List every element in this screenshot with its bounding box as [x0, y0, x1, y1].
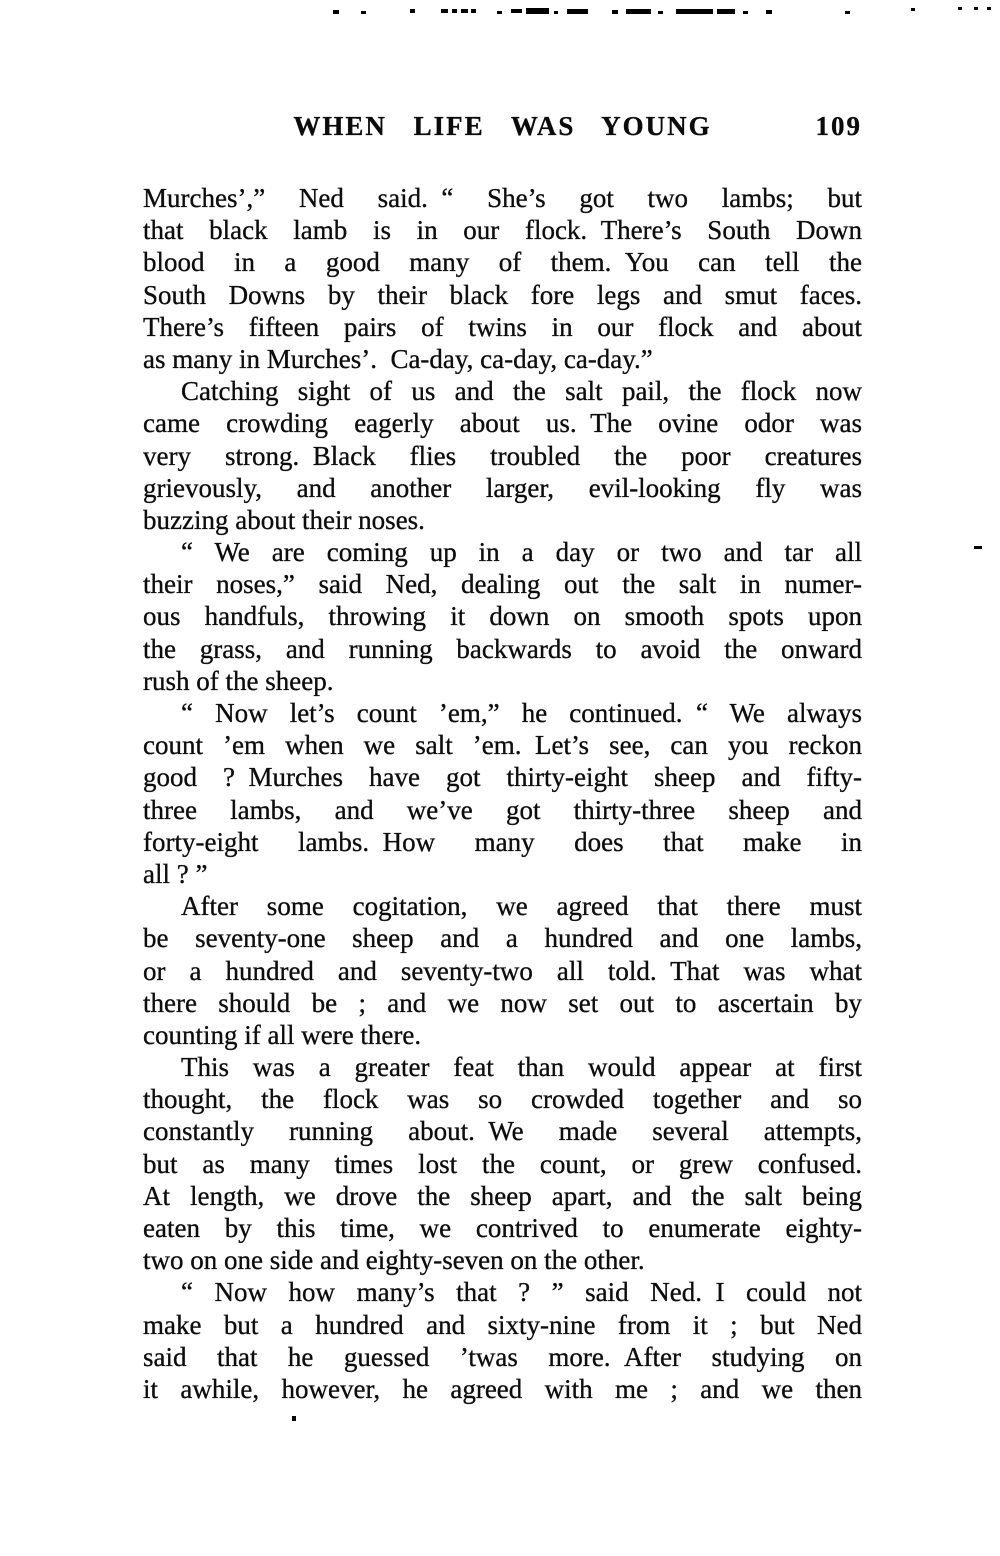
scan-artifact-mark: [717, 9, 735, 14]
text-line: but as many times lost the count, or grew confused.: [143, 1148, 862, 1179]
scan-artifact-mark: [554, 11, 558, 14]
scan-artifact-mark: [452, 9, 457, 13]
text-line: buzzing about their noses.: [143, 504, 425, 535]
scan-artifact-mark: [333, 10, 339, 14]
text-line: eaten by this time, we contrived to enumerate eighty-: [143, 1213, 862, 1243]
page-title: WHEN LIFE WAS YOUNG: [293, 111, 712, 141]
text-line: thought, the flock was so crowded together and so: [143, 1084, 862, 1115]
text-line: be seventy-one sheep and a hundred and one lambs,: [143, 923, 862, 954]
text-line: as many in Murches’. Ca-day, ca-day, ca-day.”: [143, 343, 653, 374]
text-line: rush of the sheep.: [143, 665, 334, 696]
text-line: good ? Murches have got thirty-eight sheep and fifty-: [143, 762, 862, 793]
text-line: said that he guessed ’twas more. After studying on: [143, 1341, 862, 1372]
scan-artifact-mark: [974, 546, 982, 549]
text-line: very strong. Black flies troubled the poor creatures: [143, 440, 862, 471]
scan-artifact-mark: [567, 9, 588, 14]
body-text: [143, 182, 862, 1405]
page-number: 109: [815, 111, 862, 141]
text-line: grievously, and another larger, evil-looking fly was: [143, 472, 862, 503]
text-line: two on one side and eighty-seven on the other.: [143, 1245, 645, 1276]
text-line: “ Now how many’s that ? ” said Ned. I could not: [181, 1277, 862, 1308]
text-line: it awhile, however, he agreed with me ; and we then: [143, 1373, 862, 1404]
text-line: make but a hundred and sixty-nine from it ; but Ned: [143, 1309, 862, 1340]
text-line: constantly running about. We made several attempts,: [143, 1116, 862, 1147]
scan-artifact-mark: [766, 10, 772, 14]
text-line: Murches’,” Ned said. “ She’s got two lambs; but: [143, 183, 862, 213]
text-line: ous handfuls, throwing it down on smooth spots upon: [143, 601, 862, 632]
text-line: There’s fifteen pairs of twins in our flock and about: [143, 311, 862, 342]
scan-artifact-mark: [410, 9, 415, 13]
text-line: After some cogitation, we agreed that there must: [181, 891, 862, 922]
text-line: “ Now let’s count ’em,” he continued. “ We always: [181, 698, 862, 728]
scan-artifact-mark: [626, 9, 651, 14]
text-line: their noses,” said Ned, dealing out the salt in numer-: [143, 569, 862, 600]
text-line: count ’em when we salt ’em. Let’s see, can you reckon: [143, 730, 862, 761]
text-line: came crowding eagerly about us. The ovine odor was: [143, 408, 862, 439]
text-line: forty-eight lambs. How many does that make in: [143, 826, 862, 857]
paragraph: [143, 1276, 862, 1405]
paragraph: [143, 890, 862, 1051]
text-line: three lambs, and we’ve got thirty-three sheep and: [143, 794, 862, 825]
scan-artifact-mark: [526, 8, 549, 14]
text-line: all ? ”: [143, 858, 208, 889]
text-line: the grass, and running backwards to avoid the onward: [143, 633, 862, 664]
text-line: South Downs by their black fore legs and smut faces.: [143, 279, 862, 310]
text-line: counting if all were there.: [143, 1019, 422, 1050]
scan-artifact-mark: [511, 9, 522, 13]
text-line: At length, we drove the sheep apart, and the salt being: [143, 1180, 862, 1211]
scan-artifact-mark: [743, 11, 748, 14]
scan-artifact-mark: [497, 11, 502, 14]
paragraph: [143, 1051, 862, 1276]
scan-artifact-mark: [292, 1416, 296, 1421]
paragraph: [143, 375, 862, 536]
paragraph: [143, 697, 862, 890]
scan-artifact-mark: [361, 11, 366, 14]
text-line: blood in a good many of them. You can tell the: [143, 247, 862, 278]
text-line: that black lamb is in our flock. There’s South Down: [143, 215, 862, 246]
text-line: “ We are coming up in a day or two and tar all: [181, 537, 862, 568]
text-line: This was a greater feat than would appear at first: [181, 1052, 862, 1083]
scan-artifact-mark: [987, 7, 991, 10]
running-header: [143, 111, 862, 141]
scan-artifact-mark: [461, 9, 468, 13]
paragraph: [143, 182, 862, 375]
scan-artifact-mark: [676, 9, 713, 14]
scan-artifact-mark: [471, 9, 476, 13]
text-line: Catching sight of us and the salt pail, the flock now: [181, 376, 862, 407]
scan-artifact-mark: [911, 8, 915, 11]
scan-artifact-mark: [845, 11, 850, 14]
scan-artifact-mark: [974, 7, 978, 10]
text-line: or a hundred and seventy-two all told. That was what: [143, 955, 862, 986]
scan-artifact-mark: [612, 10, 618, 14]
scan-artifact-mark: [441, 9, 448, 13]
scan-artifact-mark: [658, 11, 663, 14]
scan-artifact-mark: [958, 7, 962, 10]
paragraph: [143, 536, 862, 697]
text-line: there should be ; and we now set out to ascertain by: [143, 987, 862, 1018]
